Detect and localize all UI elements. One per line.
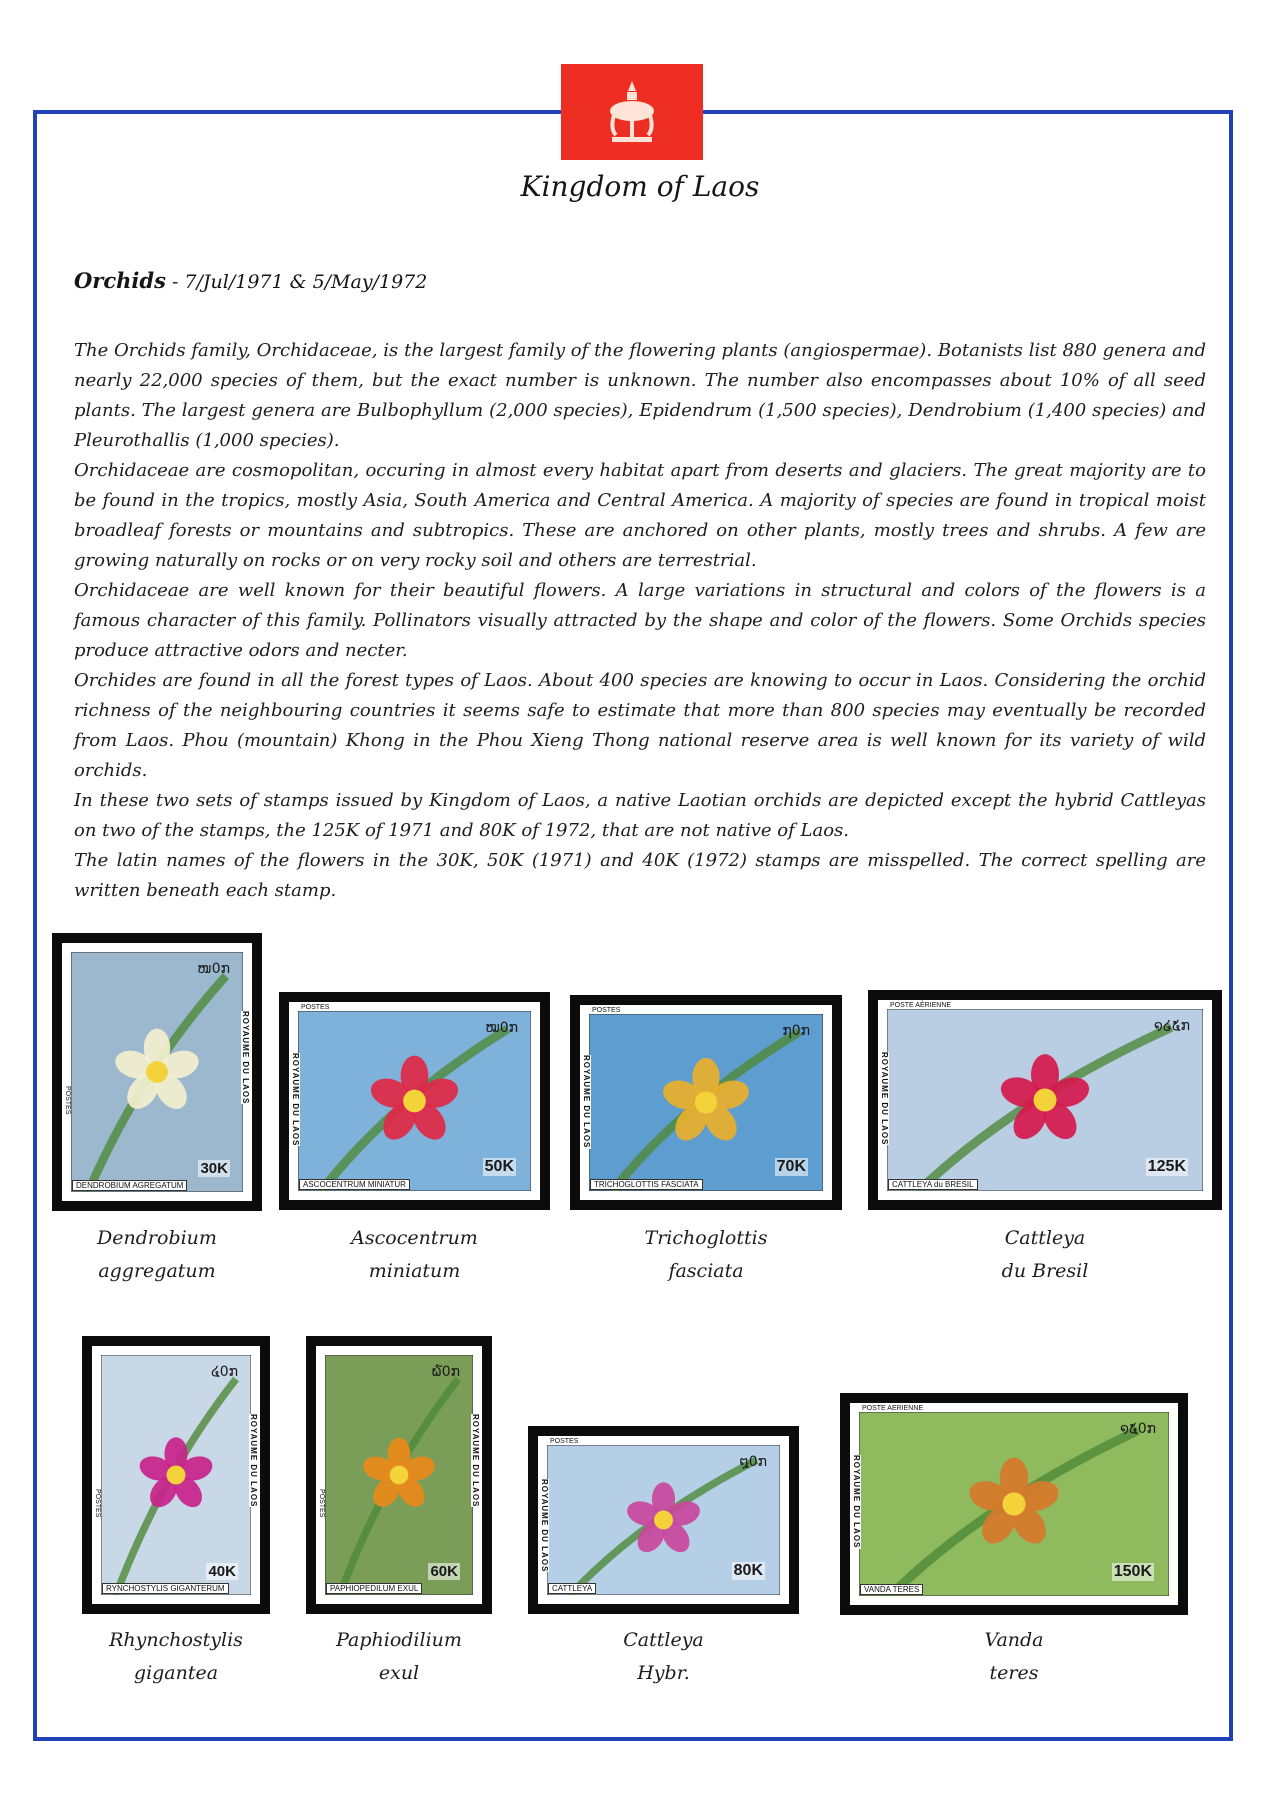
heading-name: Orchids — [74, 268, 166, 293]
stamp-flower-name: CATTLEYA du BRESIL — [888, 1179, 978, 1190]
stamp — [279, 992, 550, 1210]
stamp-country-label: ROYAUME DU LAOS — [471, 1413, 480, 1508]
caption-genus: Rhynchostylis — [109, 1629, 243, 1651]
stamp-postes-label: POSTES — [94, 1488, 101, 1518]
stamp-caption — [56, 1624, 296, 1690]
stamp-flower-name: RYNCHOSTYLIS GIGANTERUM — [102, 1583, 229, 1594]
section-heading — [74, 268, 427, 293]
caption-genus: Cattleya — [623, 1629, 704, 1651]
caption-species: Hybr. — [637, 1662, 690, 1684]
stamp — [82, 1336, 270, 1614]
stamp-country-label: ROYAUME DU LAOS — [241, 1010, 250, 1105]
stamp-postes-label: POSTES — [301, 1004, 330, 1011]
stamp-value: 80K — [733, 1562, 763, 1579]
caption-species: teres — [989, 1662, 1039, 1684]
paragraph: Orchidaceae are cosmopolitan, occuring in almost every habitat apart from deserts and glaciers. The great majority are to be found in the tropics, mostly Asia, South America and Central America. A majority of species are found in tropical moist broadleaf forests or mountains and subtropics. These are anchored on other plants, mostly trees and shrubs. A few are growing naturally on rocks or on very rocky soil and others are terrestrial. — [74, 460, 1206, 571]
stamp-value: 125K — [1147, 1158, 1186, 1175]
stamp-caption — [279, 1624, 519, 1690]
stamp-flower-name: CATTLEYA — [548, 1583, 596, 1594]
heading-dates: - 7/Jul/1971 & 5/May/1972 — [165, 271, 428, 293]
stamp-caption — [894, 1624, 1134, 1690]
paragraph: The Orchids family, Orchidaceae, is the largest family of the flowering plants (angiospermae). Botanists list 880 genera and nearly 22,000 species of them, but the exact number is unknown. The number also encompasses about 10% of all seed plants. The largest genera are Bulbophyllum (2,000 species), Epidendrum (1,500 species), Dendrobium (1,400 species) and Pleurothallis (1,000 species). — [74, 340, 1206, 451]
stamp-country-label: ROYAUME DU LAOS — [582, 1055, 591, 1149]
stamp-postes-label: POSTES — [64, 1085, 71, 1115]
stamp-lao-value: ໘0ກ — [739, 1454, 767, 1470]
stamp — [570, 995, 842, 1210]
stamp-flower-name: VANDA TERES — [860, 1584, 923, 1595]
stamp-postes-label: POSTES — [592, 1007, 621, 1014]
caption-genus: Paphiodilium — [336, 1629, 462, 1651]
stamp-postes-label: POSTE AERIENNE — [862, 1405, 924, 1412]
paragraph: The latin names of the flowers in the 30K, 50K (1971) and 40K (1972) stamps are misspelled. The correct spelling are written beneath each stamp. — [74, 850, 1206, 901]
caption-species: aggregatum — [98, 1260, 216, 1282]
caption-species: exul — [378, 1662, 420, 1684]
caption-species: miniatum — [368, 1260, 461, 1282]
stamp-flower-name: ASCOCENTRUM MINIATUR — [299, 1179, 410, 1190]
stamp — [868, 990, 1222, 1210]
stamp-lao-value: ໝ0ກ — [485, 1020, 518, 1036]
caption-genus: Dendrobium — [97, 1227, 217, 1249]
stamp-value: 50K — [484, 1158, 514, 1175]
stamp-country-label: ROYAUME DU LAOS — [291, 1053, 300, 1147]
caption-genus: Trichoglottis — [644, 1227, 768, 1249]
three-headed-elephant-icon — [602, 77, 662, 147]
stamp-value: 60K — [430, 1563, 458, 1580]
stamp-country-label: ROYAUME DU LAOS — [880, 1051, 889, 1145]
paragraph: Orchidaceae are well known for their beautiful flowers. A large variations in structural and colors of the flowers is a famous character of this family. Pollinators visually attracted by the shape and color of the flowers. Some Orchids species produce attractive odors and necter. — [74, 580, 1206, 661]
stamp-caption — [925, 1222, 1165, 1288]
stamp — [306, 1336, 492, 1614]
stamp-caption — [544, 1624, 784, 1690]
caption-genus: Cattleya — [1004, 1227, 1086, 1249]
stamp-lao-value: ໔0ກ — [210, 1364, 238, 1380]
stamp-value: 30K — [200, 1160, 228, 1177]
stamp-caption — [295, 1222, 535, 1288]
caption-species: du Bresil — [1001, 1260, 1089, 1282]
stamp — [840, 1393, 1188, 1615]
stamp-lao-value: ໜ0ກ — [197, 961, 230, 977]
stamp-postes-label: POSTE AÉRIENNE — [890, 1002, 952, 1009]
caption-species: fasciata — [668, 1260, 744, 1282]
page-title: Kingdom of Laos — [520, 170, 760, 203]
laos-emblem — [561, 64, 703, 160]
stamp-flower-name: TRICHOGLOTTIS FASCIATA — [590, 1179, 703, 1190]
stamp-caption — [37, 1222, 277, 1288]
stamp — [528, 1426, 799, 1614]
body-text — [74, 336, 1206, 906]
stamp-postes-label: POSTES — [550, 1438, 579, 1445]
stamp-lao-value: ໖0ກ — [431, 1364, 460, 1380]
paragraph: Orchides are found in all the forest types of Laos. About 400 species are knowing to occur in Laos. Considering the orchid richness of the neighbouring countries it seems safe to estimate that more than 800 species may eventually be recorded from Laos. Phou (mountain) Khong in the Phou Xieng Thong national reserve area is well known for its variety of wild orchids. — [74, 670, 1206, 781]
stamp-lao-value: ໑໒໕ກ — [1153, 1018, 1190, 1034]
stamp-flower-name: PAPHIOPEDILUM EXUL — [326, 1583, 422, 1594]
stamp — [52, 933, 262, 1211]
caption-genus: Vanda — [984, 1629, 1044, 1651]
stamp-country-label: ROYAUME DU LAOS — [852, 1455, 861, 1549]
stamp-flower-name: DENDROBIUM AGREGATUM — [72, 1180, 187, 1191]
caption-genus: Ascocentrum — [351, 1227, 478, 1249]
stamp-lao-value: ໑໕0ກ — [1119, 1421, 1156, 1437]
stamp-value: 40K — [208, 1563, 236, 1580]
stamp-country-label: ROYAUME DU LAOS — [249, 1413, 258, 1508]
stamp-postes-label: POSTES — [318, 1488, 325, 1518]
stamp-value: 70K — [776, 1158, 806, 1175]
stamp-value: 150K — [1113, 1563, 1152, 1580]
stamp-country-label: ROYAUME DU LAOS — [540, 1478, 549, 1573]
stamp-caption — [586, 1222, 826, 1288]
paragraph: In these two sets of stamps issued by Kingdom of Laos, a native Laotian orchids are depicted except the hybrid Cattleyas on two of the stamps, the 125K of 1971 and 80K of 1972, that are not native of Laos. — [74, 790, 1206, 841]
caption-species: gigantea — [133, 1662, 219, 1684]
stamp-lao-value: ໗0ກ — [782, 1023, 810, 1039]
